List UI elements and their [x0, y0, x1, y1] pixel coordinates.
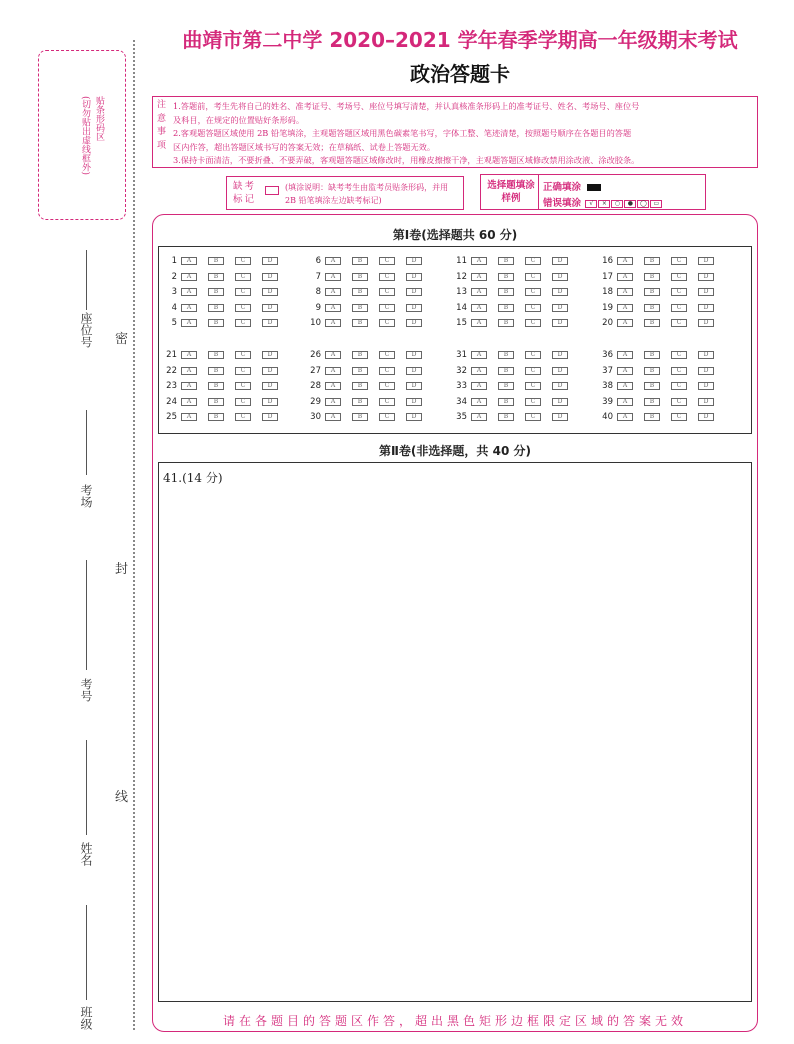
mc-option-c[interactable]: C — [525, 382, 541, 390]
correct-fill-label: 正确填涂 — [543, 182, 582, 193]
mc-option-a[interactable]: A — [181, 273, 197, 281]
mc-option-a[interactable]: A — [617, 413, 633, 421]
mc-option-a[interactable]: A — [325, 398, 341, 406]
mc-option-a[interactable]: A — [325, 367, 341, 375]
mc-option-d[interactable]: D — [698, 273, 714, 281]
mc-option-b[interactable]: B — [644, 351, 660, 359]
mc-question-row — [303, 302, 433, 314]
mc-option-d[interactable]: D — [406, 304, 422, 312]
mc-question-number: 31 — [456, 350, 467, 360]
mc-question-row — [595, 255, 725, 267]
mc-option-a[interactable]: A — [471, 304, 487, 312]
wrong-mark-circle: ○ — [611, 200, 623, 208]
mc-option-c[interactable]: C — [235, 367, 251, 375]
mc-option-b[interactable]: B — [644, 382, 660, 390]
mc-option-d[interactable]: D — [262, 413, 278, 421]
mc-question-row — [303, 365, 433, 377]
mc-option-b[interactable]: B — [498, 351, 514, 359]
mc-question-number: 38 — [602, 381, 613, 391]
mc-option-b[interactable]: B — [498, 257, 514, 265]
mc-option-b[interactable]: B — [352, 398, 368, 406]
mc-option-c[interactable]: C — [235, 351, 251, 359]
mc-question-row — [303, 349, 433, 361]
mc-question-number: 4 — [171, 302, 177, 313]
mc-option-c[interactable]: C — [379, 382, 395, 390]
mc-option-c[interactable]: C — [671, 351, 687, 359]
mc-option-b[interactable]: B — [208, 288, 224, 296]
mc-option-b[interactable]: B — [352, 382, 368, 390]
mc-question-number: 1 — [171, 256, 177, 266]
notice-heading — [157, 99, 169, 153]
mc-question-number: 11 — [456, 256, 467, 266]
mc-option-c[interactable]: C — [379, 319, 395, 327]
seat-number-label: 座位号 — [79, 312, 93, 348]
mc-question-row — [159, 396, 289, 408]
mc-option-a[interactable]: A — [181, 398, 197, 406]
mc-question-number: 36 — [602, 350, 613, 360]
mc-option-c[interactable]: C — [671, 319, 687, 327]
mc-question-number: 30 — [310, 412, 321, 422]
notice-heading-char: 注 — [157, 100, 167, 110]
mc-option-d[interactable]: D — [698, 304, 714, 312]
name-line[interactable] — [86, 740, 87, 835]
mc-option-a[interactable]: A — [325, 257, 341, 265]
mc-question-row — [595, 349, 725, 361]
exam-number-line[interactable] — [86, 560, 87, 670]
exam-number-label: 考号 — [79, 678, 93, 702]
mc-option-a[interactable]: A — [325, 288, 341, 296]
mc-option-c[interactable]: C — [671, 382, 687, 390]
mc-option-a[interactable]: A — [471, 288, 487, 296]
mc-option-d[interactable]: D — [406, 288, 422, 296]
mc-option-a[interactable]: A — [617, 367, 633, 375]
barcode-label: 贴条形码区 — [94, 96, 104, 141]
notice-line: 区内作答，超出答题区域书写的答案无效；在草稿纸、试卷上答题无效。 — [173, 141, 436, 152]
mc-option-d[interactable]: D — [406, 413, 422, 421]
mc-option-b[interactable]: B — [498, 288, 514, 296]
absent-mark-box — [226, 176, 464, 210]
mc-option-a[interactable]: A — [617, 398, 633, 406]
mc-question-row — [595, 271, 725, 283]
mc-question-number: 18 — [602, 287, 613, 297]
mc-option-a[interactable]: A — [325, 413, 341, 421]
mc-option-d[interactable]: D — [262, 319, 278, 327]
mc-question-number: 28 — [310, 381, 321, 391]
mc-option-d[interactable]: D — [262, 367, 278, 375]
mc-option-a[interactable]: A — [325, 273, 341, 281]
mc-option-c[interactable]: C — [525, 273, 541, 281]
mc-option-a[interactable]: A — [471, 319, 487, 327]
class-line[interactable] — [86, 905, 87, 1000]
mc-option-c[interactable]: C — [671, 367, 687, 375]
mc-option-c[interactable]: C — [671, 273, 687, 281]
mc-option-b[interactable]: B — [352, 288, 368, 296]
mc-option-b[interactable]: B — [498, 319, 514, 327]
mc-option-b[interactable]: B — [644, 398, 660, 406]
mc-option-b[interactable]: B — [644, 288, 660, 296]
mc-option-c[interactable]: C — [235, 413, 251, 421]
mc-option-a[interactable]: A — [471, 351, 487, 359]
mc-question-number: 10 — [310, 318, 321, 328]
mc-option-c[interactable]: C — [235, 304, 251, 312]
mc-option-a[interactable]: A — [617, 351, 633, 359]
mc-option-c[interactable]: C — [379, 413, 395, 421]
mc-option-a[interactable]: A — [325, 319, 341, 327]
mc-question-number: 25 — [166, 412, 177, 422]
barcode-area-label — [56, 96, 106, 186]
mc-option-d[interactable]: D — [406, 398, 422, 406]
mc-option-d[interactable]: D — [698, 351, 714, 359]
mc-option-c[interactable]: C — [525, 288, 541, 296]
mc-question-number: 27 — [310, 365, 321, 376]
mc-option-b[interactable]: B — [352, 413, 368, 421]
mc-option-b[interactable]: B — [644, 413, 660, 421]
mc-option-c[interactable]: C — [671, 398, 687, 406]
mc-option-c[interactable]: C — [525, 398, 541, 406]
mc-question-row — [449, 380, 579, 392]
mc-option-d[interactable]: D — [262, 288, 278, 296]
mc-question-row — [595, 380, 725, 392]
mc-option-b[interactable]: B — [208, 413, 224, 421]
multiple-choice-area — [158, 246, 752, 434]
mc-question-number: 37 — [602, 365, 613, 376]
mc-option-d[interactable]: D — [406, 257, 422, 265]
mc-option-a[interactable]: A — [617, 382, 633, 390]
mc-option-d[interactable]: D — [698, 257, 714, 265]
section1-title: 第Ⅰ卷(选择题共 60 分) — [392, 228, 518, 242]
mc-question-row — [159, 302, 289, 314]
correct-fill-row — [543, 179, 601, 193]
mc-question-number: 14 — [456, 302, 467, 313]
mc-option-c[interactable]: C — [235, 382, 251, 390]
mc-option-a[interactable]: A — [617, 288, 633, 296]
notice-box — [152, 96, 758, 168]
class-label: 班级 — [79, 1006, 93, 1030]
notice-heading-char: 项 — [157, 140, 167, 151]
mc-question-row — [595, 365, 725, 377]
question-41-label: 41.(14 分) — [163, 471, 223, 485]
mc-question-row — [159, 286, 289, 298]
seal-mark-feng: 封 — [115, 562, 129, 577]
mc-question-row — [303, 271, 433, 283]
footer-warning: 请在各题目的答题区作答，超出黑色矩形边框限定区域的答案无效 — [222, 1014, 687, 1028]
seal-mark-mi: 密 — [115, 332, 129, 347]
mc-option-d[interactable]: D — [552, 288, 568, 296]
wrong-mark-check: √ — [585, 200, 597, 208]
mc-question-row — [595, 317, 725, 329]
mc-question-number: 13 — [456, 287, 467, 297]
mc-option-c[interactable]: C — [525, 367, 541, 375]
mc-question-number: 22 — [166, 365, 177, 376]
mc-option-c[interactable]: C — [379, 273, 395, 281]
mc-option-b[interactable]: B — [498, 382, 514, 390]
mc-option-d[interactable]: D — [406, 367, 422, 375]
mc-option-d[interactable]: D — [552, 367, 568, 375]
mc-option-c[interactable]: C — [671, 288, 687, 296]
mc-option-b[interactable]: B — [352, 273, 368, 281]
absent-label: 缺考标记 — [233, 181, 257, 205]
mc-option-d[interactable]: D — [698, 413, 714, 421]
question-41-answer-box[interactable] — [158, 462, 752, 1002]
mc-option-d[interactable]: D — [262, 304, 278, 312]
mc-option-a[interactable]: A — [181, 367, 197, 375]
notice-line: 2.客观题答题区域使用 2B 铅笔填涂，主观题答题区域用黑色碳素笔书写，字体工整、笔迹清楚，按照题号顺序在各题目的答题 — [173, 128, 632, 138]
mc-option-a[interactable]: A — [181, 288, 197, 296]
fill-sample-label: 选择题填涂样例 — [487, 180, 535, 204]
mc-question-number: 17 — [602, 271, 613, 282]
mc-question-number: 20 — [602, 318, 613, 328]
mc-option-c[interactable]: C — [235, 273, 251, 281]
mc-question-number: 5 — [171, 318, 177, 328]
mc-option-d[interactable]: D — [698, 367, 714, 375]
mc-option-d[interactable]: D — [262, 273, 278, 281]
seat-number-line[interactable] — [86, 250, 87, 310]
fill-sample-divider — [538, 175, 539, 209]
mc-option-b[interactable]: B — [498, 273, 514, 281]
mc-option-c[interactable]: C — [525, 351, 541, 359]
mc-option-d[interactable]: D — [406, 273, 422, 281]
notice-heading-char: 事 — [157, 127, 167, 137]
mc-option-b[interactable]: B — [498, 304, 514, 312]
mc-question-number: 16 — [602, 256, 613, 266]
mc-option-b[interactable]: B — [644, 273, 660, 281]
mc-option-b[interactable]: B — [644, 367, 660, 375]
notice-heading-char: 意 — [157, 113, 167, 124]
mc-question-number: 6 — [315, 256, 321, 266]
mc-option-a[interactable]: A — [471, 273, 487, 281]
mc-question-row — [449, 365, 579, 377]
mc-question-row — [449, 302, 579, 314]
mc-question-row — [449, 255, 579, 267]
mc-option-c[interactable]: C — [235, 288, 251, 296]
exam-title: 曲靖市第二中学 2020–2021 学年春季学期高一年级期末考试 — [182, 28, 738, 52]
mc-question-row — [303, 255, 433, 267]
absent-note: (填涂说明：缺考考生由监考员贴条形码，并用 2B 铅笔填涂左边缺考标记) — [285, 183, 449, 205]
mc-option-c[interactable]: C — [671, 413, 687, 421]
mc-option-b[interactable]: B — [352, 257, 368, 265]
mc-question-number: 9 — [315, 302, 321, 313]
mc-option-b[interactable]: B — [208, 257, 224, 265]
wrong-fill-row — [543, 195, 662, 209]
mc-option-c[interactable]: C — [671, 257, 687, 265]
mc-option-a[interactable]: A — [181, 257, 197, 265]
mc-option-b[interactable]: B — [208, 398, 224, 406]
mc-option-c[interactable]: C — [379, 351, 395, 359]
mc-option-a[interactable]: A — [471, 413, 487, 421]
mc-option-b[interactable]: B — [352, 351, 368, 359]
seal-mark-xian: 线 — [115, 790, 129, 805]
mc-option-a[interactable]: A — [181, 351, 197, 359]
mc-option-c[interactable]: C — [235, 398, 251, 406]
mc-option-b[interactable]: B — [498, 398, 514, 406]
absent-checkbox[interactable] — [265, 186, 279, 195]
barcode-sublabel: (切勿贴出虚线框外) — [80, 96, 90, 176]
mc-option-c[interactable]: C — [379, 304, 395, 312]
mc-option-a[interactable]: A — [471, 398, 487, 406]
mc-option-c[interactable]: C — [379, 398, 395, 406]
mc-option-d[interactable]: D — [552, 351, 568, 359]
mc-question-row — [159, 411, 289, 423]
mc-option-a[interactable]: A — [181, 319, 197, 327]
exam-room-label: 考场 — [79, 484, 93, 508]
mc-question-number: 24 — [166, 396, 177, 407]
mc-question-row — [595, 286, 725, 298]
mc-option-a[interactable]: A — [325, 351, 341, 359]
mc-question-row — [595, 302, 725, 314]
mc-option-d[interactable]: D — [698, 398, 714, 406]
mc-option-c[interactable]: C — [671, 304, 687, 312]
mc-option-c[interactable]: C — [379, 257, 395, 265]
mc-option-b[interactable]: B — [352, 319, 368, 327]
mc-option-a[interactable]: A — [471, 382, 487, 390]
mc-question-number: 3 — [171, 287, 177, 297]
mc-question-number: 35 — [456, 412, 467, 422]
mc-question-number: 40 — [602, 412, 613, 422]
mc-option-d[interactable]: D — [552, 382, 568, 390]
mc-option-b[interactable]: B — [498, 413, 514, 421]
mc-option-b[interactable]: B — [208, 367, 224, 375]
mc-question-row — [303, 380, 433, 392]
mc-question-row — [449, 411, 579, 423]
notice-body — [173, 100, 755, 168]
mc-question-number: 33 — [456, 381, 467, 391]
mc-option-b[interactable]: B — [498, 367, 514, 375]
mc-option-d[interactable]: D — [552, 413, 568, 421]
mc-option-c[interactable]: C — [379, 367, 395, 375]
fill-sample-box — [480, 174, 706, 210]
mc-question-row — [595, 396, 725, 408]
card-subtitle: 政治答题卡 — [410, 62, 510, 86]
mc-option-a[interactable]: A — [471, 257, 487, 265]
mc-question-row — [449, 396, 579, 408]
mc-option-a[interactable]: A — [617, 273, 633, 281]
mc-question-row — [449, 317, 579, 329]
mc-option-c[interactable]: C — [525, 257, 541, 265]
mc-question-number: 12 — [456, 271, 467, 282]
mc-question-number: 19 — [602, 302, 613, 313]
mc-option-d[interactable]: D — [552, 257, 568, 265]
mc-option-c[interactable]: C — [235, 319, 251, 327]
mc-option-d[interactable]: D — [552, 304, 568, 312]
mc-question-row — [159, 365, 289, 377]
seal-fold-line — [133, 40, 135, 1030]
mc-option-a[interactable]: A — [617, 304, 633, 312]
mc-question-row — [159, 255, 289, 267]
mc-option-d[interactable]: D — [262, 257, 278, 265]
mc-question-number: 23 — [166, 381, 177, 391]
mc-option-a[interactable]: A — [471, 367, 487, 375]
mc-option-a[interactable]: A — [181, 413, 197, 421]
mc-option-c[interactable]: C — [379, 288, 395, 296]
mc-question-row — [303, 317, 433, 329]
notice-line: 及科目，在规定的位置贴好条形码。 — [173, 114, 305, 125]
section2-title: 第Ⅱ卷(非选择题，共 40 分) — [379, 444, 531, 458]
mc-option-d[interactable]: D — [552, 319, 568, 327]
mc-option-b[interactable]: B — [644, 304, 660, 312]
mc-option-a[interactable]: A — [325, 304, 341, 312]
exam-room-line[interactable] — [86, 410, 87, 475]
mc-option-d[interactable]: D — [698, 382, 714, 390]
mc-question-row — [159, 380, 289, 392]
mc-question-number: 15 — [456, 318, 467, 328]
mc-question-row — [303, 286, 433, 298]
mc-question-number: 26 — [310, 350, 321, 360]
correct-fill-mark — [587, 184, 601, 191]
mc-option-b[interactable]: B — [208, 319, 224, 327]
mc-question-number: 39 — [602, 396, 613, 407]
mc-option-d[interactable]: D — [262, 398, 278, 406]
mc-option-b[interactable]: B — [352, 367, 368, 375]
mc-option-c[interactable]: C — [235, 257, 251, 265]
mc-question-number: 34 — [456, 396, 467, 407]
mc-option-b[interactable]: B — [208, 382, 224, 390]
mc-option-d[interactable]: D — [406, 351, 422, 359]
mc-option-a[interactable]: A — [617, 319, 633, 327]
mc-question-row — [303, 411, 433, 423]
mc-question-row — [595, 411, 725, 423]
notice-line: 1.答题前，考生先将自己的姓名、准考证号、考场号、座位号填写清楚，并认真核准条形码上的准考证号、姓名、考场号、座位号 — [173, 101, 640, 111]
mc-question-number: 32 — [456, 365, 467, 376]
mc-option-b[interactable]: B — [644, 319, 660, 327]
mc-question-row — [449, 271, 579, 283]
mc-question-row — [159, 349, 289, 361]
mc-option-c[interactable]: C — [525, 319, 541, 327]
mc-question-row — [303, 396, 433, 408]
mc-option-b[interactable]: B — [208, 351, 224, 359]
mc-question-row — [449, 286, 579, 298]
mc-question-row — [449, 349, 579, 361]
mc-question-number: 29 — [310, 396, 321, 407]
mc-option-d[interactable]: D — [262, 382, 278, 390]
mc-option-a[interactable]: A — [617, 257, 633, 265]
wrong-mark-dash: ▭ — [650, 200, 662, 208]
mc-question-number: 2 — [171, 271, 177, 282]
mc-question-number: 7 — [315, 271, 321, 282]
mc-option-d[interactable]: D — [552, 398, 568, 406]
mc-option-b[interactable]: B — [352, 304, 368, 312]
mc-option-a[interactable]: A — [181, 382, 197, 390]
wrong-mark-dot: ● — [624, 200, 636, 208]
name-label: 姓名 — [79, 842, 93, 866]
wrong-mark-cross: × — [598, 200, 610, 208]
mc-question-row — [159, 317, 289, 329]
mc-option-c[interactable]: C — [525, 304, 541, 312]
mc-option-b[interactable]: B — [208, 273, 224, 281]
notice-line: 3.保持卡面清洁，不要折叠、不要弄破，客观题答题区域修改时，用橡皮擦擦干净，主观题答题区域修改禁用涂改液、涂改胶条。 — [173, 155, 640, 165]
mc-option-c[interactable]: C — [525, 413, 541, 421]
mc-option-b[interactable]: B — [644, 257, 660, 265]
mc-question-row — [159, 271, 289, 283]
mc-option-d[interactable]: D — [406, 319, 422, 327]
mc-question-number: 21 — [166, 350, 177, 360]
wrong-fill-label: 错误填涂 — [543, 198, 582, 209]
mc-option-a[interactable]: A — [181, 304, 197, 312]
mc-option-d[interactable]: D — [698, 288, 714, 296]
mc-option-d[interactable]: D — [406, 382, 422, 390]
mc-option-d[interactable]: D — [262, 351, 278, 359]
mc-question-number: 8 — [315, 287, 321, 297]
mc-option-d[interactable]: D — [698, 319, 714, 327]
mc-option-a[interactable]: A — [325, 382, 341, 390]
mc-option-d[interactable]: D — [552, 273, 568, 281]
wrong-mark-ring: ◯ — [637, 200, 649, 208]
mc-option-b[interactable]: B — [208, 304, 224, 312]
